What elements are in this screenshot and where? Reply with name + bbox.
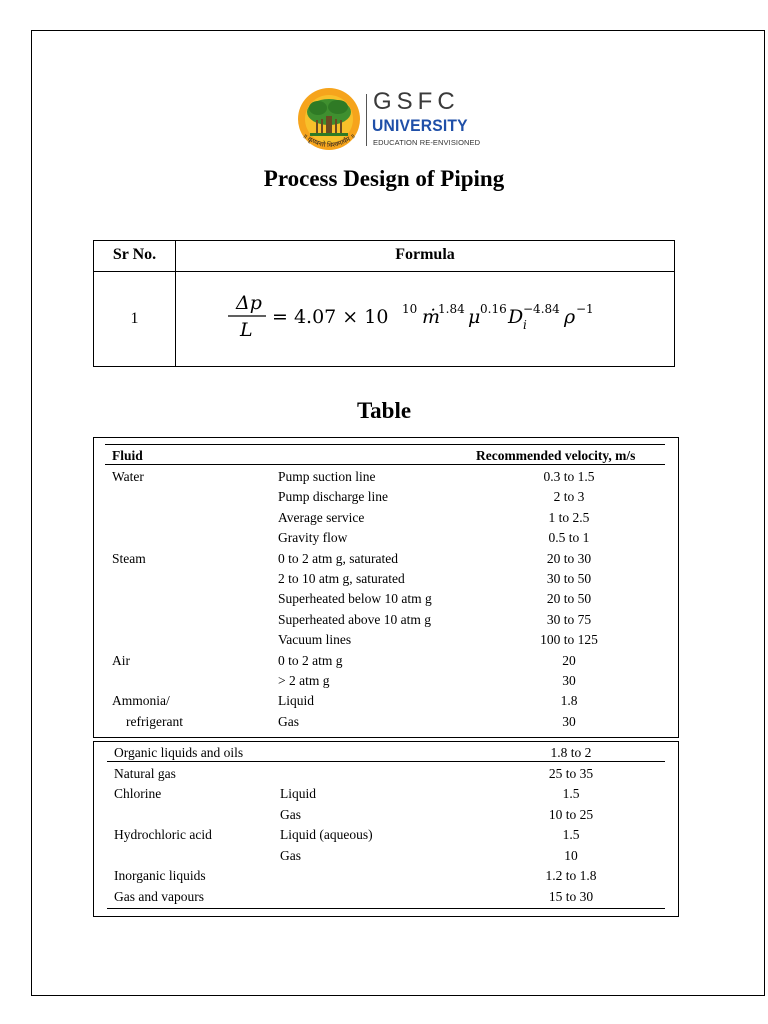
velocity-cell: 2 to 3 (553, 489, 585, 505)
formula-exp-2: 1.84 (438, 302, 465, 316)
velocity-cell: 30 (562, 673, 576, 688)
condition-cell: Gas (278, 713, 299, 729)
velocity-cell: 1.5 (562, 827, 580, 842)
condition-cell: Gravity flow (278, 530, 348, 546)
velocity-cell: 10 (564, 847, 578, 863)
sr-no-header: Sr No. (112, 246, 157, 263)
velocity-header: Recommended velocity, m/s (476, 448, 636, 463)
condition-cell: Pump suction line (278, 469, 376, 484)
condition-cell: Superheated below 10 atm g (278, 591, 432, 607)
velocity-cell: 1.8 to 2 (550, 745, 592, 760)
top-rule (105, 444, 665, 445)
condition-cell: Liquid (278, 693, 314, 709)
velocity-cell: 20 (562, 652, 576, 668)
fluid-cell: refrigerant (126, 713, 183, 729)
fluid-cell: Air (112, 652, 130, 668)
formula-exp-4: −4.84 (523, 302, 560, 316)
fluid-cell: Natural gas (114, 765, 176, 781)
formula-diameter-sub: i (523, 318, 527, 332)
condition-cell: 0 to 2 atm g, saturated (278, 550, 398, 566)
formula-mass-flow: ṁ (422, 306, 441, 328)
condition-cell: Pump discharge line (278, 489, 388, 505)
fluid-cell: Inorganic liquids (114, 868, 206, 883)
fluid-cell: Gas and vapours (114, 888, 204, 904)
formula-exp-3: 0.16 (480, 302, 507, 316)
pressure-drop-formula (224, 291, 644, 343)
page-title: Process Design of Piping (263, 166, 505, 191)
logo-motto: ॥ कृण्वन्तो विश्वमार्यम ॥ (301, 131, 357, 150)
condition-cell: Gas (280, 847, 301, 863)
condition-cell: Liquid (280, 786, 316, 801)
velocity-cell: 1.5 (562, 786, 580, 801)
formula-table (93, 240, 675, 367)
condition-cell: > 2 atm g (278, 673, 330, 688)
formula-coefficient: = 4.07 × 10 (272, 306, 389, 328)
velocity-cell: 20 to 30 (546, 550, 592, 566)
velocity-cell: 1.2 to 1.8 (545, 868, 597, 883)
velocity-cell: 30 to 50 (546, 571, 592, 586)
condition-cell: Superheated above 10 atm g (278, 611, 431, 627)
velocity-cell: 10 to 25 (548, 806, 594, 822)
velocity-cell: 1 to 2.5 (548, 509, 590, 525)
formula-lhs-denominator: L (240, 319, 253, 341)
formula-diameter: D (508, 306, 524, 328)
fluid-cell: Ammonia/ (112, 693, 170, 709)
condition-cell: Average service (278, 509, 365, 525)
first-row-rule (107, 761, 665, 762)
velocity-cell: 30 (562, 713, 576, 729)
velocity-cell: 0.5 to 1 (548, 530, 590, 546)
header-divider (94, 271, 674, 272)
velocity-table (93, 437, 679, 738)
header-rule (105, 464, 665, 465)
formula-header: Formula (395, 246, 455, 263)
logo-divider (366, 94, 367, 146)
velocity-cell: 15 to 30 (548, 888, 594, 904)
condition-cell: Gas (280, 806, 301, 822)
formula-density: ρ (564, 306, 576, 328)
velocity-cell: 30 to 75 (546, 611, 592, 627)
formula-exp-5: −1 (576, 302, 594, 316)
condition-cell: Vacuum lines (278, 632, 352, 648)
fluid-cell: Organic liquids and oils (114, 745, 244, 760)
logo-wordmark: GSFC (373, 88, 460, 115)
logo-tagline: EDUCATION RE-ENVISIONED (373, 138, 481, 147)
motto-arc (294, 130, 364, 160)
fluid-cell: Hydrochloric acid (114, 827, 212, 842)
formula-lhs-numerator: Δp (236, 292, 262, 314)
svg-text:॥ कृण्वन्तो विश्वमार्यम ॥ (301, 132, 357, 149)
condition-cell: 2 to 10 atm g, saturated (278, 571, 405, 586)
table-heading: Table (356, 398, 412, 423)
velocity-cell: 0.3 to 1.5 (543, 469, 595, 484)
velocity-cell: 20 to 50 (546, 591, 592, 607)
formula-exp-1: 10 (402, 302, 418, 316)
university-logo (294, 86, 484, 158)
velocity-table-2 (93, 741, 679, 917)
fluid-header: Fluid (112, 448, 143, 463)
fluid-cell: Chlorine (114, 786, 162, 801)
velocity-cell: 100 to 125 (540, 632, 598, 648)
condition-cell: Liquid (aqueous) (280, 827, 373, 842)
logo-university: UNIVERSITY (372, 116, 468, 135)
condition-cell: 0 to 2 atm g (278, 652, 343, 668)
bottom-rule (107, 908, 665, 909)
fluid-cell: Water (112, 469, 144, 484)
fluid-cell: Steam (112, 550, 146, 566)
velocity-cell: 1.8 (560, 693, 578, 709)
sr-no-cell: 1 (130, 310, 139, 327)
formula-viscosity: μ (468, 306, 481, 328)
velocity-cell: 25 to 35 (548, 765, 594, 781)
